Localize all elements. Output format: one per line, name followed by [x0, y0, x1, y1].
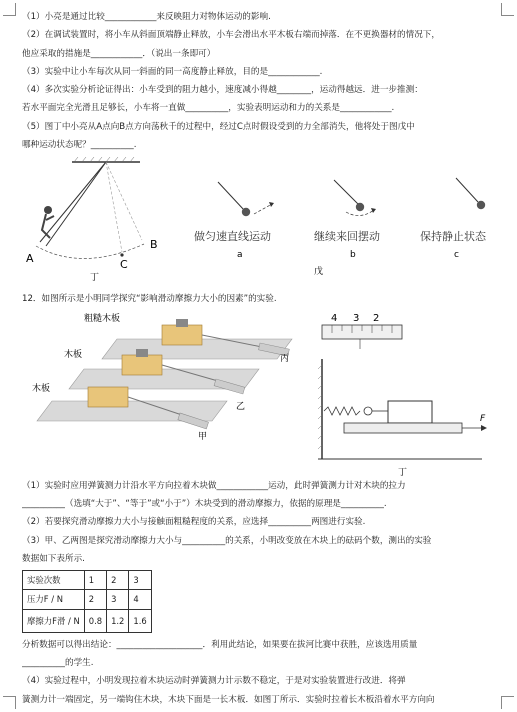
table-row — [23, 571, 152, 590]
q12-part2: （2）若要探究滑动摩擦力大小与接触面粗糙程度的关系，应选择__________两图进行实验. — [22, 517, 366, 528]
table-cell: 实验次数 — [23, 571, 85, 590]
q11-part5-cont: 哪种运动状态呢？__________. — [22, 140, 137, 151]
table-cell: 2 — [84, 590, 106, 609]
swing-figures — [22, 154, 492, 282]
table-cell: 1.6 — [129, 609, 151, 632]
crop-mark-bottom-right — [501, 696, 514, 709]
option-b-text: 继续来回摆动 — [314, 230, 380, 244]
table-row — [23, 609, 152, 632]
q11-part1: （1）小亮是通过比较____________来反映阻力对物体运动的影响. — [22, 12, 271, 22]
point-c-label: C — [120, 258, 128, 272]
force-f-label: F — [480, 413, 486, 424]
coarse-board-label: 粗糙木板 — [84, 313, 121, 324]
q11-part4: （4）多次实验分析论证得出：小车受到的阻力越小，速度减小得越________，运动得越远．进一步推测： — [22, 85, 423, 96]
yi-label: 乙 — [236, 401, 246, 412]
table-cell: 3 — [107, 590, 129, 609]
improved-setup-figure — [318, 313, 487, 477]
friction-figure-row — [22, 309, 492, 477]
q12-part1-cont: __________（选填“大于”、“等于”或“小于”）木块受到的滑动摩擦力，依据的原理是__________. — [22, 498, 387, 509]
table-cell: 2 — [107, 571, 129, 590]
table-cell: 0.8 — [84, 609, 106, 632]
q11-part4-cont: 若水平面完全光滑且足够长，小车将一直做__________，实验表明运动和力的关系是____________. — [22, 103, 395, 114]
q12-part4: （4）实验过程中，小明发现拉着木块运动时弹簧测力计示数不稳定，于是对实验装置进行改进．将弹 — [22, 676, 406, 687]
table-cell: 摩擦力F滑 / N — [23, 609, 85, 632]
q12-part4-cont: 簧测力计一端固定，另一端钩住木块，木块下面是一长木板．如图丁所示．实验时拉着长木板沿着水平方向向 — [22, 694, 435, 705]
data-table — [22, 570, 152, 633]
option-b-letter: b — [350, 250, 356, 261]
q11-part2: （2）在调试装置时，将小车从斜面顶端静止释放，小车会滑出水平木板右端而掉落．在不更换器材的情况下， — [22, 30, 440, 41]
table-cell: 3 — [129, 571, 151, 590]
q12-stem: 12．如图所示是小明同学探究“影响滑动摩擦力大小的因素”的实验. — [22, 294, 277, 305]
point-b-label: B — [150, 238, 158, 252]
table-cell: 1 — [84, 571, 106, 590]
q12-part1: （1）实验时应用弹簧测力计沿水平方向拉着木块做____________运动，此时弹簧测力计对木块的拉力 — [22, 480, 406, 491]
scale-3: 3 — [353, 312, 360, 324]
figure-wu-label: 戊 — [314, 267, 324, 278]
table-cell: 4 — [129, 590, 151, 609]
option-a-text: 做匀速直线运动 — [194, 230, 271, 244]
bing-label: 丙 — [280, 353, 290, 364]
scale-4: 4 — [331, 312, 338, 324]
board2-label: 木板 — [32, 383, 51, 394]
figure-ding-label: 丁 — [90, 273, 100, 283]
table-cell: 1.2 — [107, 609, 129, 632]
point-a-label: A — [26, 252, 34, 266]
crop-mark-top-right — [501, 3, 514, 16]
option-c-text: 保持静止状态 — [420, 230, 486, 244]
table-cell: 压力F / N — [23, 590, 85, 609]
q11-part5: （5）图丁中小亮从A点向B点方向荡秋千的过程中，经过C点时假设受到的力全部消失，他将处于图戊中 — [22, 121, 415, 132]
crop-mark-bottom-left — [3, 696, 16, 709]
q11-part2-cont: 他应采取的措施是____________．（说出一条即可） — [22, 48, 216, 59]
board1-label: 木板 — [64, 349, 83, 360]
board-bottom — [32, 382, 227, 442]
option-b-figure — [314, 180, 380, 260]
figure-ding-label-2: 丁 — [398, 467, 408, 477]
q12-conclusion: 分析数据可以得出结论：____________________．利用此结论，如果要在拔河比赛中获胜，应该选用质量 — [22, 639, 418, 650]
swing-figure-ding — [26, 157, 158, 282]
crop-mark-top-left — [3, 3, 16, 16]
option-a-figure — [194, 182, 274, 260]
board-coarse — [84, 312, 292, 364]
jia-label: 甲 — [198, 431, 208, 442]
q12-part3-cont: 数据如下表所示. — [22, 553, 85, 564]
table-row — [23, 590, 152, 609]
option-c-figure — [420, 178, 487, 260]
option-c-letter: c — [454, 250, 459, 261]
q12-part3: （3）甲、乙两图是探究滑动摩擦力大小与__________的关系，小明改变放在木块上的砝码个数，测出的实验 — [22, 535, 432, 546]
friction-figures — [22, 309, 492, 477]
swing-figure-row — [22, 154, 492, 282]
scale-2: 2 — [373, 312, 380, 324]
worksheet-page — [22, 8, 492, 709]
q12-conclusion-cont: __________的学生. — [22, 658, 94, 669]
q11-part3: （3）实验中让小车每次从同一斜面的同一高度静止释放，目的是____________. — [22, 66, 323, 77]
option-a-letter: a — [237, 250, 243, 261]
